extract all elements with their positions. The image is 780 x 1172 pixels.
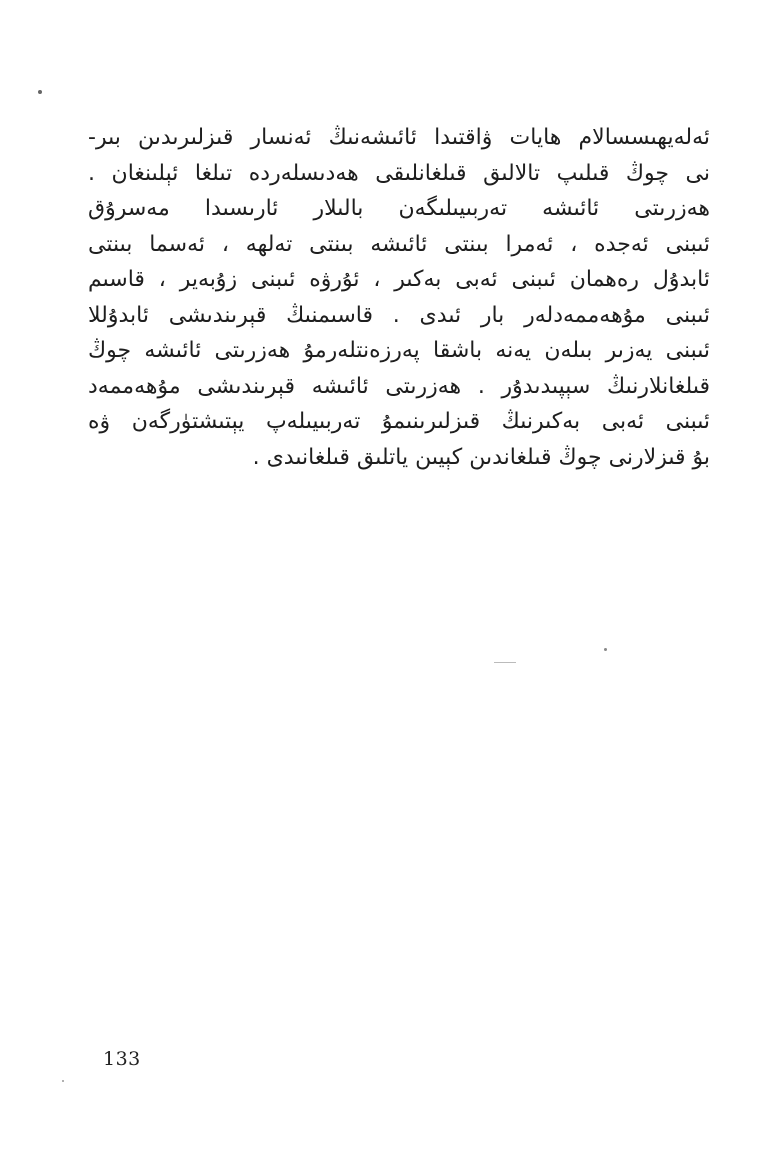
text-line: ئابدۇل رەھمان ئىبنى ئەبى بەكىر ، ئۇرۋە ئىبنى زۇبەير ، قاسىم [88, 267, 710, 292]
scan-speck [62, 1080, 64, 1082]
text-line: ئىبنى ئەبى بەكىرنىڭ قىزلىرىنىمۇ تەربىيىلەپ يېتىشتۈرگەن ۋە [88, 409, 710, 434]
text-line: ئىبنى ئەجدە ، ئەمرا بىنتى ئائىشە بىنتى تەلھە ، ئەسما بىنتى [88, 231, 710, 257]
text-line: ئىبنى مۇھەممەدلەر بار ئىدى . قاسىمنىڭ قېرىندىشى ئابدۇللا [88, 302, 710, 328]
text-line: بۇ قىزلارنى چوڭ قىلغاندىن كېيىن ياتلىق قىلغانىدى . [252, 444, 710, 470]
text-line: ئەلەيھىسسالام ھايات ۋاقتىدا ئائىشەنىڭ ئەنسار قىزلىرىدىن بىر- [88, 125, 710, 150]
text-line: ھەزرىتى ئائىشە تەربىيىلىگەن بالىلار ئارىسىدا مەسرۇق [88, 196, 710, 221]
page-number: 133 [103, 1048, 141, 1070]
scan-speck [604, 648, 607, 651]
text-line: ئىبنى يەزىر بىلەن يەنە باشقا پەرزەنتلەرمۇ ھەزرىتى ئائىشە چوڭ [88, 338, 710, 363]
scan-speck [38, 90, 42, 94]
body-text [88, 120, 710, 475]
scan-mark [494, 662, 516, 663]
text-line: نى چوڭ قىلىپ تالالىق قىلغانلىقى ھەدىسلەردە تىلغا ئېلىنغان . [88, 160, 710, 186]
text-line: قىلغانلارنىڭ سېپىدىدۇر . ھەزرىتى ئائىشە قېرىندىشى مۇھەممەد [88, 373, 710, 399]
